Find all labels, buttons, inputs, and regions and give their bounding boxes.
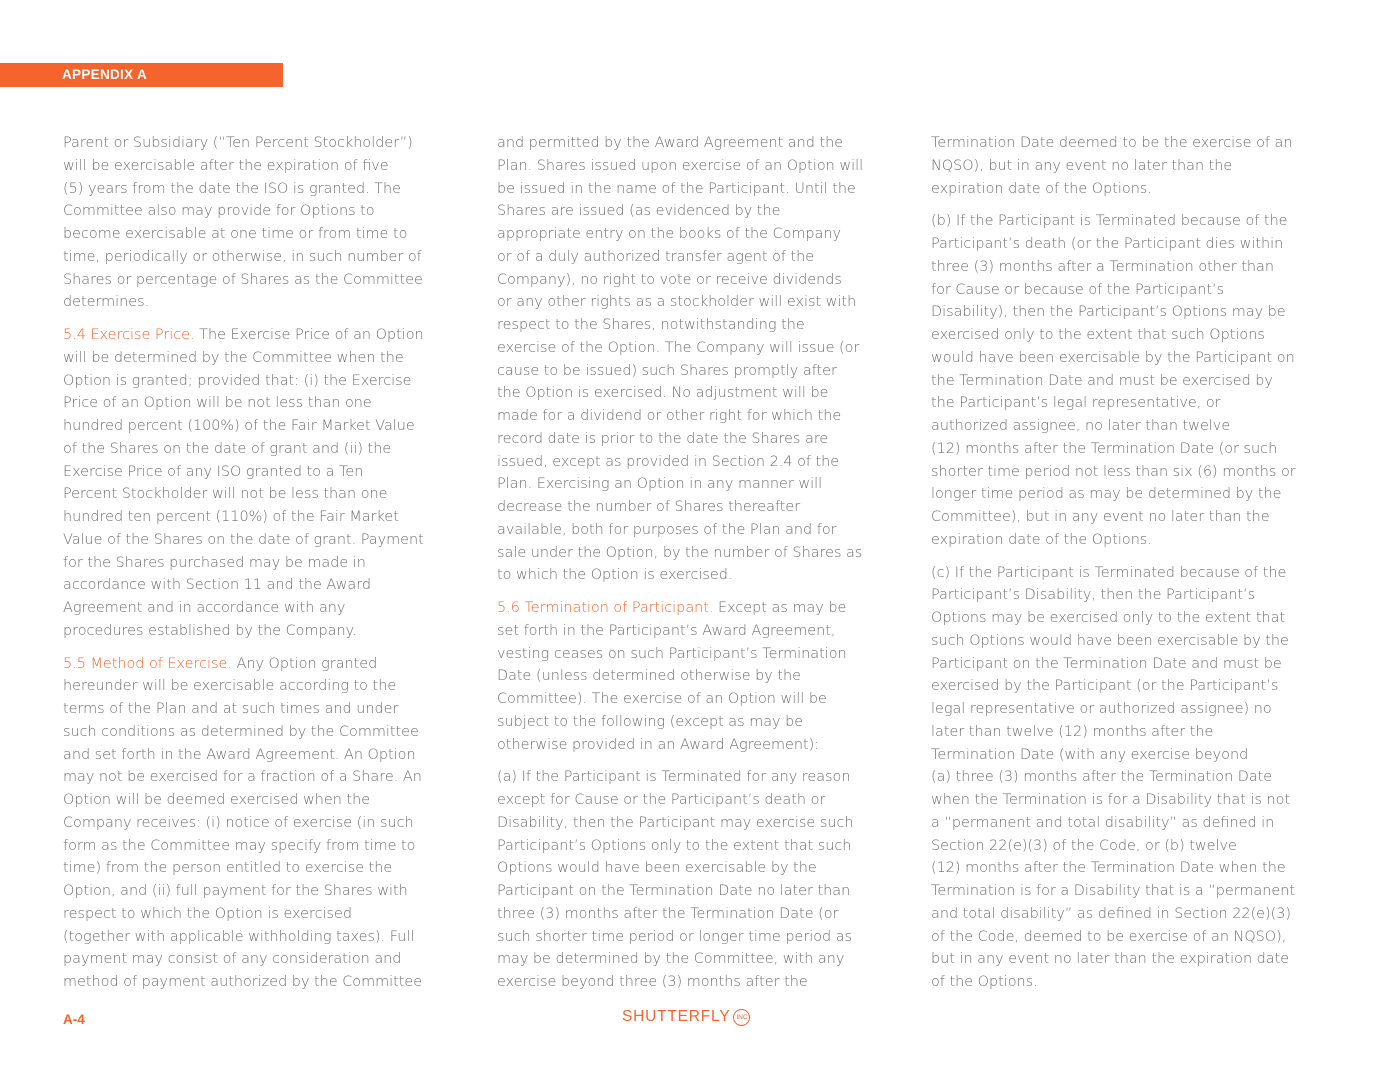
paragraph-clause-a-line: may be determined by the Committee, with any bbox=[497, 951, 845, 968]
section-5-4-body bbox=[63, 347, 458, 643]
text-column-3 bbox=[931, 132, 1331, 1004]
section-5-5-lead: Any Option granted bbox=[231, 655, 378, 672]
shutterfly-logo bbox=[622, 1008, 750, 1026]
paragraph-exercise-continuation-line: cause to be issued) such Shares promptly after bbox=[497, 362, 837, 379]
paragraph-clause-a-line: (a) If the Participant is Terminated for any reason bbox=[497, 769, 851, 786]
paragraph-iso-continuation bbox=[63, 132, 458, 314]
section-5-4-body-line: Value of the Shares on the date of grant. Payment bbox=[63, 531, 424, 548]
paragraph-clause-c-line: later than twelve (12) months after the bbox=[931, 723, 1214, 740]
section-5-5-body-line: form as the Committee may specify from time to bbox=[63, 837, 416, 854]
paragraph-clause-c-line: (a) three (3) months after the Termination Date bbox=[931, 769, 1273, 786]
paragraph-clause-c-line: Termination Date (with any exercise beyond bbox=[931, 746, 1249, 763]
paragraph-clause-c-line: legal representative or authorized assignee) no bbox=[931, 701, 1272, 717]
section-5-4-body-line: procedures established by the Company. bbox=[63, 622, 357, 639]
section-5-4-heading: 5.4 Exercise Price. bbox=[63, 327, 195, 343]
section-5-5-body-line: may not be exercised for a fraction of a Share. An bbox=[63, 769, 422, 786]
section-5-6-first-line bbox=[497, 597, 895, 620]
text-column-1 bbox=[63, 132, 458, 1004]
paragraph-iso-continuation-line: Shares or percentage of Shares as the Committee bbox=[63, 271, 423, 288]
paragraph-clause-c-line: and total disability” as defined in Section 22(e)(3) bbox=[931, 905, 1292, 922]
section-5-5-body-line: time) from the person entitled to exercise the bbox=[63, 860, 393, 877]
paragraph-iso-continuation-line: (5) years from the date the ISO is granted. The bbox=[63, 180, 401, 197]
section-5-5-body-line: Company receives: (i) notice of exercise (in such bbox=[63, 814, 414, 831]
section-5-5-body bbox=[63, 675, 458, 994]
paragraph-clause-a-continuation-line: expiration date of the Options. bbox=[931, 180, 1152, 197]
section-5-5-body-line: such conditions as determined by the Committee bbox=[63, 723, 419, 740]
paragraph-exercise-continuation-line: Plan. Shares issued upon exercise of an Option will bbox=[497, 157, 864, 174]
section-5-5-body-line: respect to which the Option is exercised bbox=[63, 905, 352, 922]
section-5-6-body-line: vesting ceases on such Participant’s Termination bbox=[497, 645, 847, 662]
paragraph-iso-continuation-line: determines. bbox=[63, 294, 150, 311]
paragraph-clause-c-line: Participant’s Disability, then the Participant’s bbox=[931, 587, 1256, 604]
page-number: A-4 bbox=[63, 1012, 85, 1027]
paragraph-clause-a bbox=[497, 766, 895, 994]
paragraph-iso-continuation-line: will be exercisable after the expiration of five bbox=[63, 157, 389, 174]
paragraph-clause-a-line: exercise beyond three (3) months after the bbox=[497, 974, 808, 990]
paragraph-clause-a-line: except for Cause or the Participant’s death or bbox=[497, 792, 826, 808]
paragraph-clause-a-line: Options would have been exercisable by the bbox=[497, 860, 817, 877]
paragraph-clause-b-line: would have been exercisable by the Participant on bbox=[931, 349, 1295, 366]
paragraph-clause-c-line: (12) months after the Termination Date when the bbox=[931, 860, 1286, 877]
section-5-5-body-line: payment may consist of any consideration and bbox=[63, 951, 402, 968]
section-5-6-lead: Except as may be bbox=[713, 600, 847, 616]
section-5-4-body-line: accordance with Section 11 and the Award bbox=[63, 577, 372, 594]
paragraph-clause-a-continuation-line: Termination Date deemed to be the exercise of an bbox=[931, 135, 1293, 151]
paragraph-exercise-continuation-line: appropriate entry on the books of the Company bbox=[497, 226, 841, 242]
paragraph-exercise-continuation-line: or of a duly authorized transfer agent of the bbox=[497, 248, 815, 265]
section-5-6-body-line: set forth in the Participant’s Award Agreement, bbox=[497, 622, 836, 639]
section-5-4-body-line: of the Shares on the date of grant and (ii) the bbox=[63, 440, 392, 457]
paragraph-exercise-continuation-line: issued, except as provided in Section 2.4 of the bbox=[497, 453, 840, 470]
paragraph-clause-b-line: (12) months after the Termination Date (or such bbox=[931, 440, 1278, 457]
paragraph-clause-a-continuation-line: NQSO), but in any event no later than the bbox=[931, 157, 1233, 174]
paragraph-exercise-continuation-line: decrease the number of Shares thereafter bbox=[497, 499, 801, 515]
paragraph-clause-a-line: three (3) months after the Termination Date (or bbox=[497, 905, 839, 922]
section-5-6-body-line: Date (unless determined otherwise by the bbox=[497, 668, 801, 685]
paragraph-clause-c-line: exercised by the Participant (or the Participant’s bbox=[931, 678, 1279, 695]
paragraph-clause-a-line: such shorter time period or longer time period as bbox=[497, 928, 853, 945]
paragraph-clause-c-line: a “permanent and total disability” as defined in bbox=[931, 814, 1275, 831]
paragraph-exercise-continuation-line: record date is prior to the date the Shares are bbox=[497, 430, 829, 447]
section-5-6-body-line: subject to the following (except as may be bbox=[497, 713, 804, 730]
section-5-5-body-line: method of payment authorized by the Committee bbox=[63, 974, 423, 990]
section-5-4-body-line: Option is granted; provided that: (i) the Exercise bbox=[63, 372, 412, 389]
paragraph-exercise-continuation-line: to which the Option is exercised. bbox=[497, 567, 733, 584]
paragraph-clause-b-line: longer time period as may be determined by the bbox=[931, 486, 1282, 503]
section-5-4-body-line: Exercise Price of any ISO granted to a Ten bbox=[63, 463, 364, 480]
section-5-5-body-line: Option, and (ii) full payment for the Shares with bbox=[63, 883, 408, 899]
paragraph-clause-a-continuation bbox=[931, 132, 1331, 200]
paragraph-exercise-continuation-line: sale under the Option, by the number of Shares as bbox=[497, 544, 863, 561]
paragraph-clause-b-line: Committee), but in any event no later than the bbox=[931, 509, 1270, 525]
paragraph-exercise-continuation-line: Shares are issued (as evidenced by the bbox=[497, 203, 781, 220]
logo-inc-badge: INC bbox=[733, 1009, 750, 1026]
paragraph-clause-b-line: the Termination Date and must be exercised by bbox=[931, 372, 1273, 389]
paragraph-exercise-continuation-line: made for a dividend or other right for which the bbox=[497, 408, 842, 424]
paragraph-clause-c-line: of the Options. bbox=[931, 974, 1038, 990]
section-5-4-body-line: Percent Stockholder will not be less than one bbox=[63, 486, 388, 503]
section-5-4-body-line: will be determined by the Committee when the bbox=[63, 349, 404, 366]
paragraph-exercise-continuation-line: the Option is exercised. No adjustment will be bbox=[497, 385, 829, 402]
paragraph-iso-continuation-line: time, periodically or otherwise, in such number of bbox=[63, 248, 422, 265]
section-5-5-heading: 5.5 Method of Exercise. bbox=[63, 655, 232, 672]
section-5-5-first-line bbox=[63, 653, 458, 676]
text-column-2 bbox=[497, 132, 895, 1004]
section-5-5-body-line: Option will be deemed exercised when the bbox=[63, 792, 371, 808]
paragraph-clause-b-line: exercised only to the extent that such Options bbox=[931, 327, 1265, 343]
section-5-4-lead: The Exercise Price of an Option bbox=[194, 327, 424, 343]
paragraph-exercise-continuation-line: Plan. Exercising an Option in any manner will bbox=[497, 476, 823, 493]
section-5-6-heading: 5.6 Termination of Participant. bbox=[497, 600, 714, 616]
paragraph-clause-b bbox=[931, 210, 1331, 551]
paragraph-exercise-continuation-line: Company), no right to vote or receive dividends bbox=[497, 271, 842, 288]
paragraph-clause-c-line: Participant on the Termination Date and must be bbox=[931, 655, 1282, 672]
paragraph-clause-b-line: authorized assignee, no later than twelve bbox=[931, 418, 1231, 434]
paragraph-clause-a-line: Participant’s Options only to the extent that such bbox=[497, 837, 852, 854]
paragraph-exercise-continuation bbox=[497, 132, 895, 587]
paragraph-clause-c-line: when the Termination is for a Disability that is not bbox=[931, 792, 1291, 808]
paragraph-clause-b-line: Participant’s death (or the Participant dies within bbox=[931, 236, 1284, 252]
paragraph-exercise-continuation-line: exercise of the Option. The Company will issue (or bbox=[497, 339, 860, 356]
paragraph-clause-c-line: such Options would have been exercisable by the bbox=[931, 632, 1289, 649]
section-5-6-body-line: Committee). The exercise of an Option will be bbox=[497, 691, 827, 707]
section-5-5-method-of-exercise bbox=[63, 653, 458, 994]
section-5-5-body-line: hereunder will be exercisable according to the bbox=[63, 678, 397, 695]
paragraph-clause-b-line: (b) If the Participant is Terminated because of the bbox=[931, 213, 1288, 230]
paragraph-clause-b-line: expiration date of the Options. bbox=[931, 531, 1152, 548]
section-5-6-body-line: otherwise provided in an Award Agreement): bbox=[497, 736, 820, 753]
paragraph-clause-c-line: Options may be exercised only to the extent that bbox=[931, 610, 1286, 626]
paragraph-clause-c-line: of the Code, deemed to be exercise of an NQSO), bbox=[931, 928, 1287, 945]
paragraph-clause-b-line: shorter time period not less than six (6) months or bbox=[931, 463, 1296, 480]
paragraph-exercise-continuation-line: and permitted by the Award Agreement and the bbox=[497, 135, 844, 151]
section-5-4-first-line bbox=[63, 324, 458, 347]
paragraph-clause-b-line: the Participant’s legal representative, or bbox=[931, 395, 1221, 412]
section-5-5-body-line: (together with applicable withholding taxes). Full bbox=[63, 928, 415, 945]
paragraph-iso-continuation-line: become exercisable at one time or from time to bbox=[63, 226, 408, 242]
paragraph-clause-a-line: Participant on the Termination Date no later than bbox=[497, 883, 851, 899]
paragraph-iso-continuation-line: Parent or Subsidiary (“Ten Percent Stockholder”) bbox=[63, 135, 413, 151]
paragraph-clause-b-line: three (3) months after a Termination other than bbox=[931, 258, 1274, 275]
paragraph-exercise-continuation-line: be issued in the name of the Participant. Until the bbox=[497, 180, 856, 197]
section-5-4-body-line: hundred ten percent (110%) of the Fair Market bbox=[63, 509, 399, 525]
paragraph-iso-continuation-line: Committee also may provide for Options to bbox=[63, 203, 375, 220]
logo-text: SHUTTERFLY bbox=[622, 1008, 731, 1025]
section-5-4-body-line: hundred percent (100%) of the Fair Market Value bbox=[63, 418, 415, 434]
paragraph-exercise-continuation-line: respect to the Shares, notwithstanding the bbox=[497, 317, 805, 333]
section-5-6-body bbox=[497, 620, 895, 757]
paragraph-clause-c-line: Termination is for a Disability that is a “permanent bbox=[931, 883, 1295, 899]
paragraph-clause-c-line: (c) If the Participant is Terminated because of the bbox=[931, 564, 1287, 581]
appendix-header-bar bbox=[0, 63, 283, 87]
paragraph-clause-c-line: but in any event no later than the expiration date bbox=[931, 951, 1290, 968]
paragraph-clause-a-line: Disability, then the Participant may exercise such bbox=[497, 814, 854, 831]
section-5-4-body-line: for the Shares purchased may be made in bbox=[63, 554, 366, 571]
paragraph-clause-c-line: Section 22(e)(3) of the Code, or (b) twelve bbox=[931, 837, 1237, 854]
section-5-5-body-line: and set forth in the Award Agreement. An Option bbox=[63, 746, 416, 763]
paragraph-clause-c bbox=[931, 562, 1331, 994]
paragraph-exercise-continuation-line: available, both for purposes of the Plan and for bbox=[497, 521, 837, 538]
appendix-label: APPENDIX A bbox=[62, 67, 148, 82]
paragraph-clause-b-line: for Cause or because of the Participant’s bbox=[931, 281, 1225, 298]
section-5-4-body-line: Agreement and in accordance with any bbox=[63, 600, 346, 616]
section-5-6-termination bbox=[497, 597, 895, 756]
section-5-5-body-line: terms of the Plan and at such times and under bbox=[63, 701, 399, 717]
section-5-4-exercise-price bbox=[63, 324, 458, 643]
paragraph-exercise-continuation-line: or any other rights as a stockholder will exist with bbox=[497, 294, 857, 311]
paragraph-clause-b-line: Disability), then the Participant’s Options may be bbox=[931, 304, 1286, 321]
section-5-4-body-line: Price of an Option will be not less than one bbox=[63, 395, 372, 412]
